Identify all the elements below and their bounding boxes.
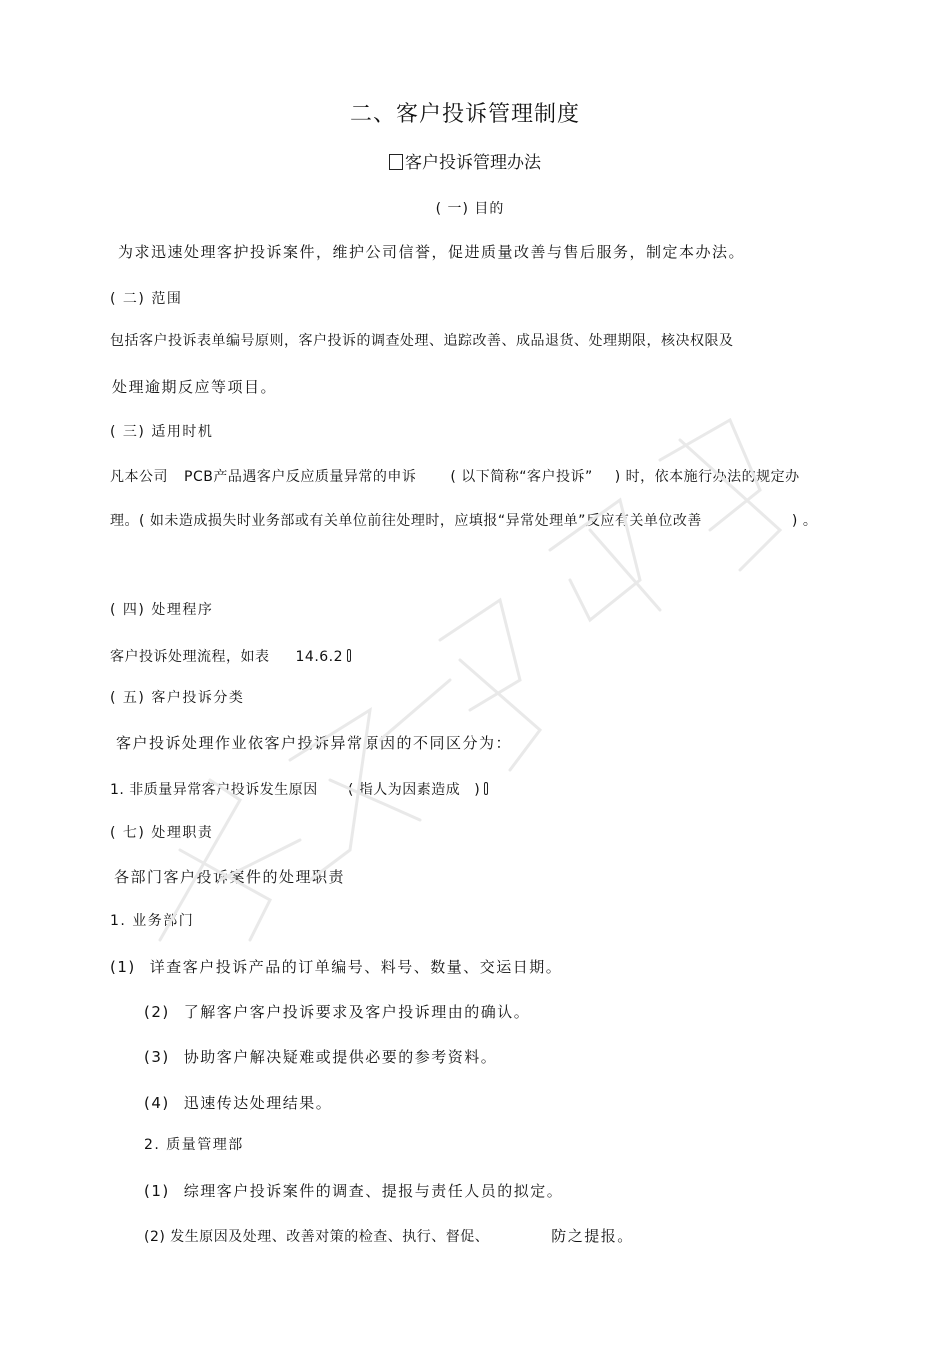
dept-heading-quality: 2. 质量管理部 [144,1137,244,1153]
broken-glyph-icon [484,782,488,795]
section-heading-responsibilities: ( 七) 处理职责 [110,825,214,841]
subtitle-text: 客户投诉管理办法 [405,153,541,173]
sales-item-4-text: 迅速传达处理结果。 [183,1094,333,1112]
classification-item-1-part-b: ( 指人为因素造成 [347,782,461,798]
sales-item-2-number: (2) [144,1003,170,1021]
sales-item-1-number: (1) [110,958,136,976]
purpose-text: 为求迅速处理客护投诉案件，维护公司信誉，促进质量改善与售后服务，制定本办法。 [118,243,746,261]
timing-text-part-e: 理。( 如未造成损失时业务部或有关单位前往处理时，应填报“异常处理单”反应有关单位改善 [110,513,702,529]
sales-item-3-number: (3) [144,1048,170,1066]
classification-item-1-part-a: 1. 非质量异常客户投诉发生原因 [110,782,318,798]
timing-text-part-b: PCB产品遇客户反应质量异常的申诉 [184,469,417,485]
procedure-text-part-a: 客户投诉处理流程，如表 [110,649,270,665]
timing-text-line-1 [110,470,800,484]
classification-item-1 [110,782,488,797]
document-subtitle [0,154,930,172]
section-heading-procedure: ( 四) 处理程序 [110,602,214,618]
sales-item-3-text: 协助客户解决疑难或提供必要的参考资料。 [183,1048,498,1066]
sales-item-4 [144,1096,332,1111]
dept-heading-sales: 1. 业务部门 [110,913,195,929]
quality-item-2-part-b: 防之提报。 [551,1227,634,1245]
responsibilities-text: 各部门客户投诉案件的处理职责 [114,868,346,886]
timing-text-line-2 [110,514,817,528]
scope-text-line-2: 处理逾期反应等项目。 [112,378,278,396]
quality-item-1-number: (1) [144,1182,170,1200]
quality-item-1 [144,1184,563,1199]
broken-glyph-icon [347,649,351,662]
timing-text-part-c: ( 以下简称“客户投诉” [450,469,593,485]
timing-text-part-a: 凡本公司 [110,469,168,485]
section-heading-timing: ( 三) 适用时机 [110,424,214,440]
procedure-table-ref: 14.6.2 [295,649,344,665]
classification-item-1-part-c: ) [474,782,481,798]
checkbox-square-icon [389,154,403,170]
classification-text: 客户投诉处理作业依客户投诉异常原因的不同区分为： [116,734,513,752]
quality-item-1-text: 综理客户投诉案件的调查、提报与责任人员的拟定。 [183,1182,564,1200]
section-heading-scope: ( 二) 范围 [110,291,183,307]
sales-item-1 [110,960,562,975]
timing-text-part-f: ) 。 [791,513,818,529]
sales-item-2 [144,1005,530,1020]
sales-item-2-text: 了解客户客户投诉要求及客户投诉理由的确认。 [183,1003,531,1021]
quality-item-2 [144,1229,634,1244]
sales-item-1-text: 详查客户投诉产品的订单编号、料号、数量、交运日期。 [149,958,563,976]
sales-item-3 [144,1050,497,1065]
document-title: 二、客户投诉管理制度 [349,102,580,127]
sales-item-4-number: (4) [144,1094,170,1112]
section-heading-purpose: ( 一) 目的 [435,201,505,217]
section-heading-classification: ( 五) 客户投诉分类 [110,690,245,706]
procedure-text [110,649,351,664]
quality-item-2-part-a: (2) 发生原因及处理、改善对策的检查、执行、督促、 [144,1229,490,1245]
timing-text-part-d: ) 时，依本施行办法的规定办 [614,469,800,485]
scope-text-line-1: 包括客户投诉表单编号原则，客户投诉的调查处理、追踪改善、成品退货、处理期限，核决权限及 [110,333,734,349]
